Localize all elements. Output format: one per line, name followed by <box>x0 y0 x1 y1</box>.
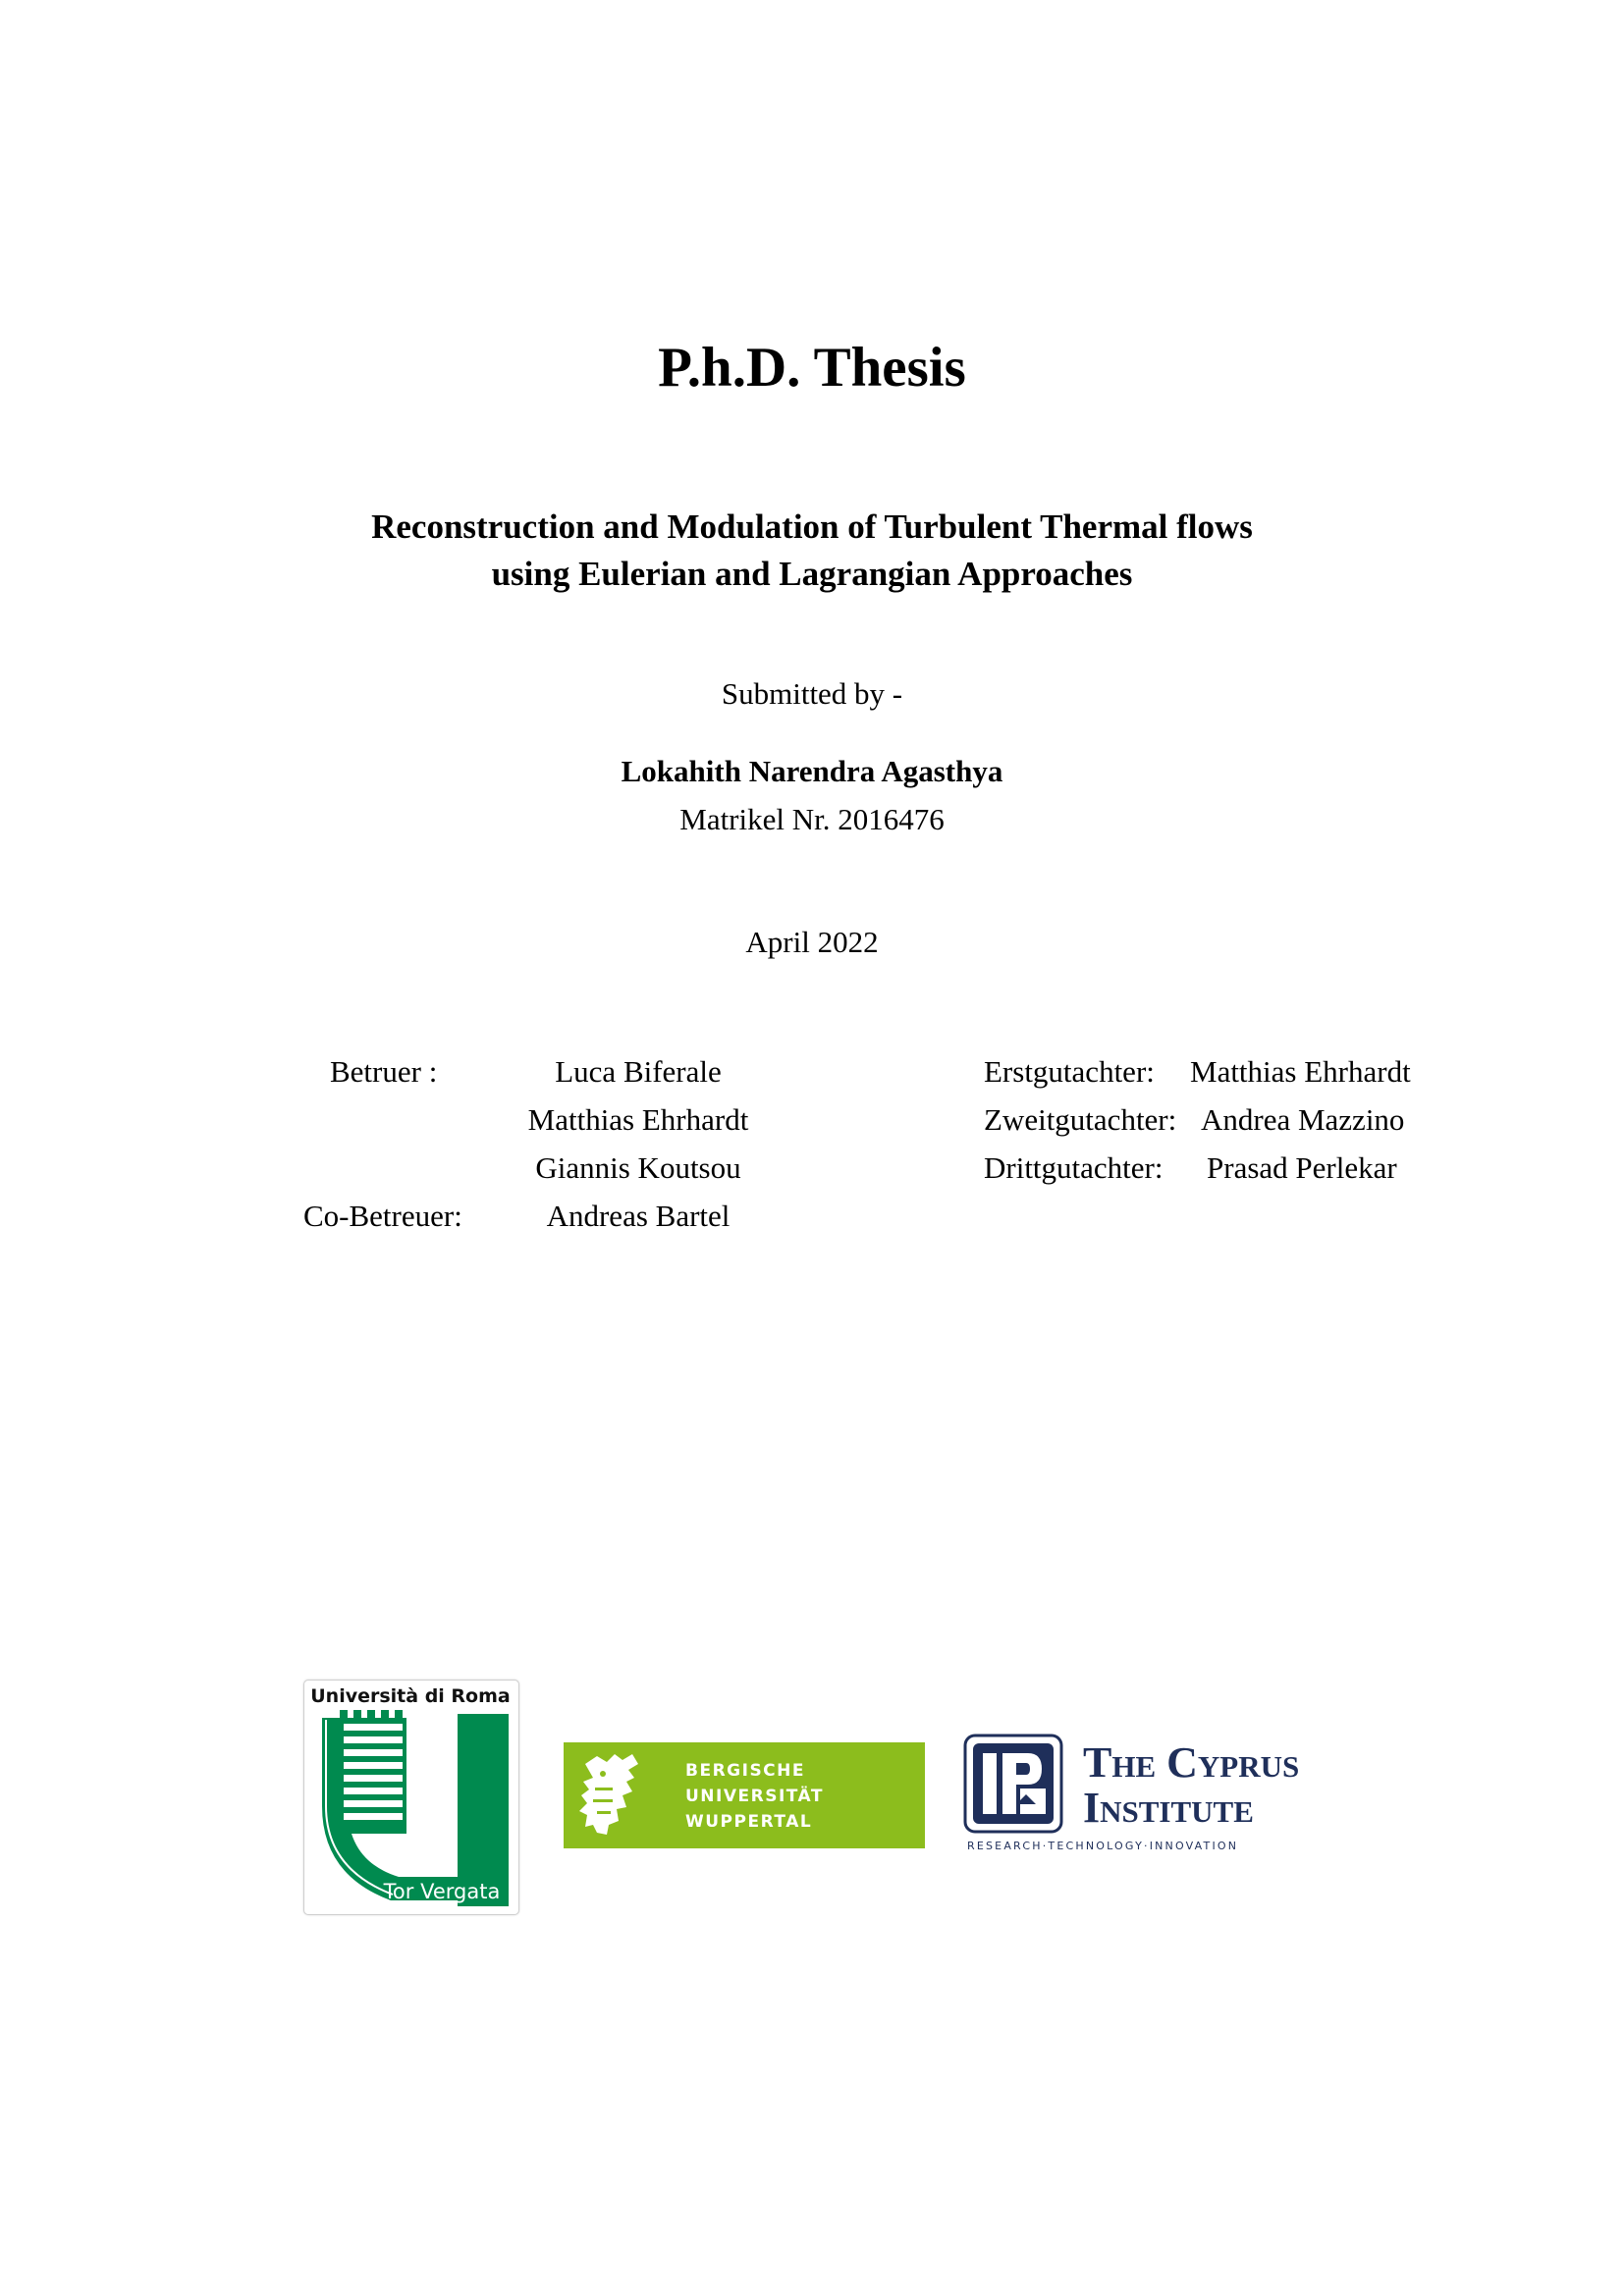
reviewer-role-1: Erstgutachter: <box>984 1054 1155 1089</box>
betreuer-name-3: Giannis Koutsou <box>535 1150 741 1185</box>
tor-vergata-logo <box>303 1680 519 1915</box>
cyprus-institute-emblem-icon <box>963 1734 1328 1855</box>
thesis-subtitle-line-2: using Eulerian and Lagrangian Approaches <box>491 555 1133 593</box>
submission-date: April 2022 <box>745 925 879 959</box>
reviewer-role-3: Drittgutachter: <box>984 1150 1164 1185</box>
cyprus-line-1: The Cyprus <box>1083 1738 1300 1787</box>
tor-vergata-bottom-text: Tor Vergata <box>383 1880 501 1903</box>
wuppertal-logo <box>564 1742 925 1848</box>
wuppertal-line-2: UNIVERSITÄT <box>685 1787 824 1806</box>
cyprus-line-2: Institute <box>1083 1784 1254 1832</box>
co-betreuer-name: Andreas Bartel <box>546 1199 731 1233</box>
thesis-subtitle-line-1: Reconstruction and Modulation of Turbulent Thermal flows <box>371 507 1253 546</box>
wuppertal-line-3: WUPPERTAL <box>685 1812 813 1832</box>
tor-vergata-emblem-icon <box>304 1681 518 1914</box>
submitted-by-label: Submitted by - <box>721 676 903 711</box>
cyprus-tagline: RESEARCH·TECHNOLOGY·INNOVATION <box>967 1840 1239 1852</box>
betreuer-name-1: Luca Biferale <box>555 1054 722 1089</box>
reviewer-name-2: Andrea Mazzino <box>1201 1102 1405 1137</box>
betreuer-label: Betruer : <box>330 1054 438 1089</box>
reviewer-name-3: Prasad Perlekar <box>1207 1150 1397 1185</box>
cyprus-institute-logo <box>963 1734 1328 1855</box>
wuppertal-lion-emblem-icon <box>564 1742 925 1848</box>
thesis-title: P.h.D. Thesis <box>658 337 966 399</box>
tor-vergata-top-text: Università di Roma <box>310 1685 511 1707</box>
author-name: Lokahith Narendra Agasthya <box>621 754 1003 788</box>
matrikel-number: Matrikel Nr. 2016476 <box>679 802 945 836</box>
betreuer-name-2: Matthias Ehrhardt <box>527 1102 749 1137</box>
wuppertal-line-1: BERGISCHE <box>685 1761 805 1781</box>
reviewer-role-2: Zweitgutachter: <box>984 1102 1177 1137</box>
co-betreuer-label: Co-Betreuer: <box>303 1199 462 1233</box>
reviewer-name-1: Matthias Ehrhardt <box>1190 1054 1411 1089</box>
